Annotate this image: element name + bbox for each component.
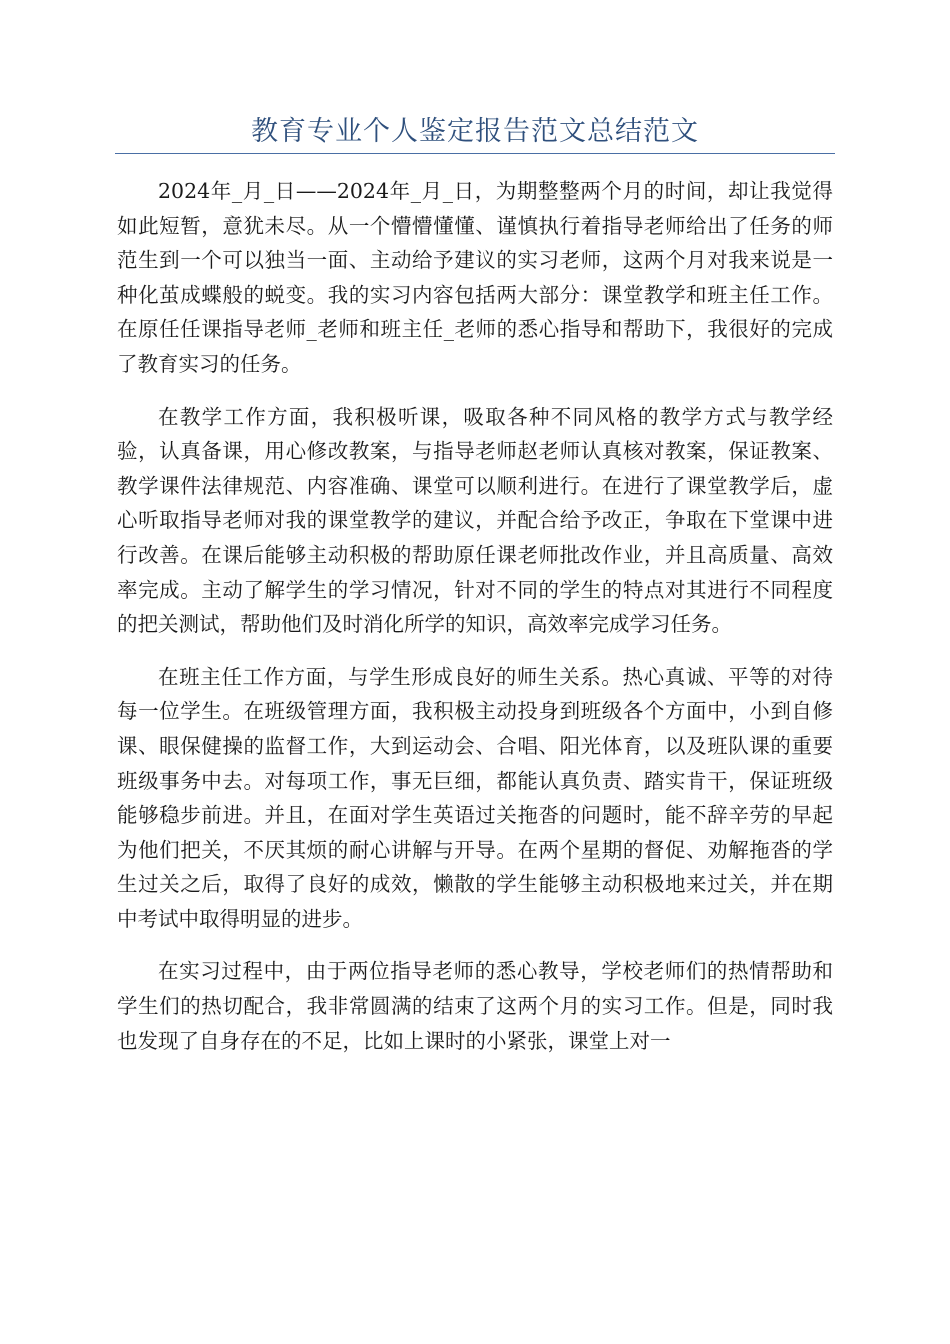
paragraph-class-management: 在班主任工作方面，与学生形成良好的师生关系。热心真诚、平等的对待每一位学生。在班级管理方面，我积极主动投身到班级各个方面中，小到自修课、眼保健操的监督工作，大到运动会、合唱、阳光体育，以及班队课的重要班级事务中去。对每项工作，事无巨细，都能认真负责、踏实肯干，保证班级能够稳步前进。并且，在面对学生英语过关拖沓的问题时，能不辞辛劳的早起为他们把关，不厌其烦的耐心讲解与开导。在两个星期的督促、劝解拖沓的学生过关之后，取得了良好的成效，懒散的学生能够主动积极地来过关，并在期中考试中取得明显的进步。 [117,664,833,931]
document-body [117,174,833,1076]
paragraph-teaching: 在教学工作方面，我积极听课，吸取各种不同风格的教学方式与教学经验，认真备课，用心修改教案，与指导老师赵老师认真核对教案，保证教案、教学课件法律规范、内容准确、课堂可以顺利进行。在进行了课堂教学后，虚心听取指导老师对我的课堂教学的建议，并配合给予改正，争取在下堂课中进行改善。在课后能够主动积极的帮助原任课老师批改作业，并且高质量、高效率完成。主动了解学生的学习情况，针对不同的学生的特点对其进行不同程度的把关测试，帮助他们及时消化所学的知识，高效率完成学习任务。 [117,404,833,637]
paragraph-intro: 2024年_月_日——2024年_月_日，为期整整两个月的时间，却让我觉得如此短暂，意犹未尽。从一个懵懵懂懂、谨慎执行着指导老师给出了任务的师范生到一个可以独当一面、主动给予建议的实习老师，这两个月对我来说是一种化茧成蝶般的蜕变。我的实习内容包括两大部分：课堂教学和班主任工作。在原任任课指导老师_老师和班主任_老师的悉心指导和帮助下，我很好的完成了教育实习的任务。 [117,179,833,376]
document-title: 教育专业个人鉴定报告范文总结范文 [251,116,699,147]
title-underline [115,153,835,154]
paragraph-reflection: 在实习过程中，由于两位指导老师的悉心教导，学校老师们的热情帮助和学生们的热切配合，我非常圆满的结束了这两个月的实习工作。但是，同时我也发现了自身存在的不足，比如上课时的小紧张，课堂上对一 [117,959,833,1053]
